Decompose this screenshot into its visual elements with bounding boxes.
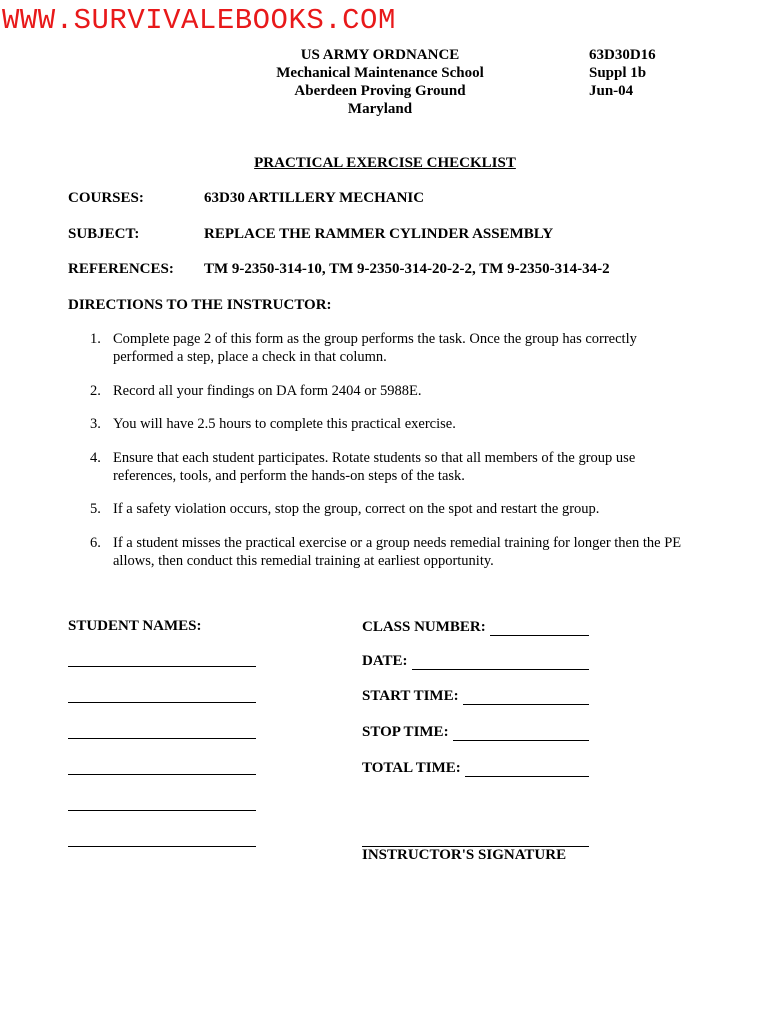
class-number-blank[interactable] xyxy=(490,621,589,636)
subject-label: SUBJECT: xyxy=(68,226,140,242)
direction-item xyxy=(68,330,698,366)
start-time-label: START TIME: xyxy=(362,688,459,704)
direction-text: Record all your findings on DA form 2404 or 5988E. xyxy=(113,382,422,399)
total-time-blank[interactable] xyxy=(465,762,589,777)
student-name-line[interactable] xyxy=(68,846,256,847)
start-time-field xyxy=(362,687,589,705)
stop-time-blank[interactable] xyxy=(453,726,589,741)
direction-number: 3. xyxy=(90,416,101,432)
directions-heading: DIRECTIONS TO THE INSTRUCTOR: xyxy=(68,297,332,313)
class-number-label: CLASS NUMBER: xyxy=(362,619,486,635)
header-document-info xyxy=(589,46,656,100)
total-time-field xyxy=(362,759,589,777)
direction-number: 2. xyxy=(90,382,101,399)
direction-item xyxy=(68,382,698,400)
total-time-label: TOTAL TIME: xyxy=(362,760,461,776)
org-line: US ARMY ORDNANCE xyxy=(300,47,460,63)
direction-number: 6. xyxy=(90,534,101,551)
student-name-line[interactable] xyxy=(68,738,256,739)
student-name-line[interactable] xyxy=(68,666,256,667)
doc-number: 63D30D16 xyxy=(589,47,656,63)
date-blank[interactable] xyxy=(412,655,589,670)
directions-list xyxy=(68,330,698,585)
org-line: Mechanical Maintenance School xyxy=(276,65,484,81)
start-time-blank[interactable] xyxy=(463,690,589,705)
direction-text: You will have 2.5 hours to complete this practical exercise. xyxy=(113,416,456,432)
direction-text: Ensure that each student participates. Rotate students so that all members of the group use references, tools, and perform the hands-on steps of the task. xyxy=(113,449,636,484)
stop-time-field xyxy=(362,723,589,741)
stop-time-label: STOP TIME: xyxy=(362,724,449,740)
subject-value: REPLACE THE RAMMER CYLINDER ASSEMBLY xyxy=(204,226,554,242)
student-name-line[interactable] xyxy=(68,702,256,703)
direction-number: 5. xyxy=(90,501,101,517)
direction-number: 4. xyxy=(90,449,101,466)
direction-item xyxy=(68,500,698,518)
courses-label: COURSES: xyxy=(68,190,144,206)
student-names-label: STUDENT NAMES: xyxy=(68,618,202,634)
page-title: PRACTICAL EXERCISE CHECKLIST xyxy=(254,155,516,171)
references-label: REFERENCES: xyxy=(68,261,174,277)
direction-item xyxy=(68,534,698,570)
date-label: DATE: xyxy=(362,653,408,669)
direction-item xyxy=(68,415,698,433)
direction-number: 1. xyxy=(90,331,101,347)
student-name-line[interactable] xyxy=(68,810,256,811)
direction-text: Complete page 2 of this form as the group performs the task. Once the group has correctly performed a step, place a check in that column. xyxy=(113,331,637,365)
header-organization xyxy=(262,46,498,118)
watermark-text: WWW.SURVIVALEBOOKS.COM xyxy=(2,4,396,37)
courses-value: 63D30 ARTILLERY MECHANIC xyxy=(204,190,425,206)
direction-text: If a safety violation occurs, stop the group, correct on the spot and restart the group. xyxy=(113,501,600,517)
student-name-line[interactable] xyxy=(68,774,256,775)
doc-date: Jun-04 xyxy=(589,83,634,99)
references-value: TM 9-2350-314-10, TM 9-2350-314-20-2-2, TM 9-2350-314-34-2 xyxy=(204,261,610,277)
instructor-signature-label: INSTRUCTOR'S SIGNATURE xyxy=(362,847,567,863)
class-number-field xyxy=(362,618,589,636)
date-field xyxy=(362,652,589,670)
doc-supplement: Suppl 1b xyxy=(589,65,647,81)
org-line: Maryland xyxy=(347,101,413,117)
org-line: Aberdeen Proving Ground xyxy=(294,83,466,99)
direction-item xyxy=(68,449,698,485)
direction-text: If a student misses the practical exercise or a group needs remedial training for longer then the PE allows, then conduct this remedial training at earliest opportunity. xyxy=(113,534,682,569)
